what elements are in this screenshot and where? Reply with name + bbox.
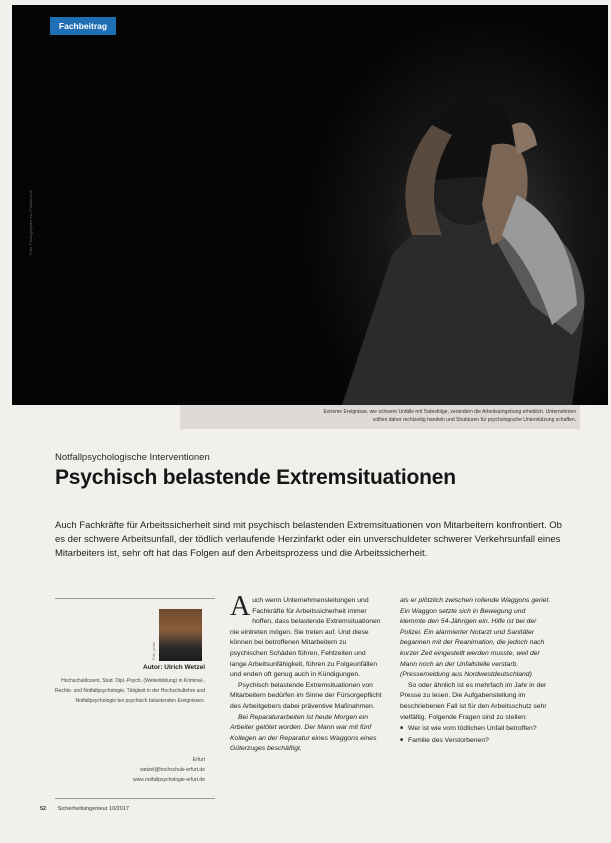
author-name: Autor: Ulrich Wetzel: [143, 664, 205, 671]
author-box-top-rule: [55, 598, 215, 599]
page-number: 52: [40, 806, 47, 812]
photo-caption: [192, 408, 576, 424]
author-place: Erfurt: [192, 757, 205, 763]
body-column-2: [400, 596, 552, 747]
author-contact: [55, 755, 205, 785]
distressed-person-illustration: [12, 5, 608, 405]
caption-line: Extreme Ereignisse, wie schwere Unfälle mit Todesfolge, verändern die Arbeitsumgebung erheblich. Unternehmen: [323, 409, 576, 415]
drop-cap: A: [230, 591, 251, 622]
question-list: [400, 723, 552, 746]
author-email: wetzel@hochschule-erfurt.de: [140, 767, 205, 773]
body-paragraph: [230, 591, 382, 681]
category-tag: Fachbeitrag: [50, 17, 116, 35]
article-kicker: Notfallpsychologische Interventionen: [55, 452, 210, 463]
page-footer: [40, 806, 129, 812]
header-photo: [12, 5, 608, 405]
list-item: ■ Familie des Verstorbenen?: [400, 735, 552, 747]
case-example-continued: als er plötzlich zwischen rollende Waggons geriet. Ein Waggon setzte sich in Bewegung und klemmte den 54-Jährigen ein. Hilfe ist bei der Polizei. Ein alarmierter Notarzt und Sanitäter begannen mit der Reanimation, die jedoch nach kurzer Zeit eingestellt werden musste, weil der Mann noch an der Unfallstelle verstarb. (Pressemeldung aus Nordwestdeutschland): [400, 597, 551, 679]
body-paragraph: So oder ähnlich ist es mehrfach im Jahr in der Presse zu lesen. Die Aufgabenstellung im beschriebenen Fall ist für den Arbeitsschutz sehr vielfältig. Folgende Fragen sind zu stellen:: [400, 681, 547, 721]
author-box-bottom-rule: [55, 798, 215, 799]
photo-credit: Foto: Photographee.eu / Fotolia.com: [28, 190, 33, 255]
body-paragraph: Psychisch belastende Extremsituationen von Mitarbeitern bedürfen im Sinne der Fürsorgepflicht des Arbeitgebers dabei präventive Maßnahmen.: [230, 681, 382, 710]
article-intro: Auch Fachkräfte für Arbeitssicherheit sind mit psychisch belastenden Extremsituationen von Mitarbeitern konfrontiert. Ob es der schwere Arbeitsunfall, der tödlich verlaufende Herzinfarkt oder ein unverschuldeter schwerer Verkehrsunfall eines Mitarbeiters ist, sehr oft hat das Folgen auf den Arbeitsprozess und die Arbeitssicherheit.: [55, 520, 562, 559]
caption-line: sollten daher rechtzeitig handeln und Strukturen für psychologische Unterstützung schaffen.: [372, 417, 576, 423]
paragraph-text: uch wenn Unternehmensleitungen und Fachkräfte für Arbeitssicherheit immer hoffen, dass belastende Extremsituationen nie eintreten mögen. Sie treten auf. Und diese können bei betroffenen Mitarbeitern zu psychischen Schäden führen, Fehlzeiten und lange Arbeitsunfähigkeit, führen zu Folgeunfällen und enden oft genug auch in Kündigungen.: [230, 597, 381, 679]
article-headline: Psychisch belastende Extremsituationen: [55, 466, 456, 489]
list-item: ■ Wer ist wie vom tödlichen Unfall betroffen?: [400, 723, 552, 735]
author-portrait: [159, 609, 202, 661]
magazine-name: Sicherheitsingenieur 10/2017: [57, 806, 129, 812]
portrait-credit: Foto: privat: [152, 642, 156, 660]
body-column-1: [230, 591, 382, 755]
author-website: www.notfallpsychologie-erfurt.de: [133, 777, 205, 783]
case-example-paragraph: Bei Reparaturarbeiten ist heute Morgen ein Arbeiter getötet worden. Der Mann war mit fünf Kollegen an der Reparatur eines Waggons eines Güterzuges beschäftigt,: [230, 713, 377, 753]
author-bio: Hochschuldozent, Stud. Dipl.-Psych. (Weiterbildung) in Kriminal-, Rechts- und Notfallpsychologie, Tätigkeit in der Hochschullehre und Notfallpsychologie bei psychisch belastenden Ereignissen.: [55, 678, 205, 704]
